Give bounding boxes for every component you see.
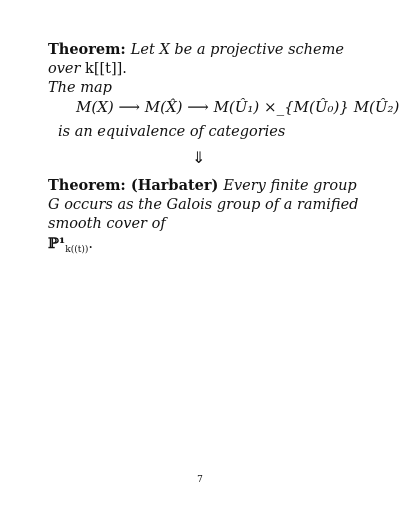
theorem-2-label: Theorem: (Harbater) (48, 177, 219, 194)
theorem-1-mid: be a projective scheme over (48, 42, 344, 77)
theorem-1-line2: The map (48, 80, 112, 96)
theorem-1-var-x: X (159, 42, 170, 58)
page-number: 7 (197, 475, 203, 485)
theorem-2-period: . (88, 236, 93, 252)
equation-text: M(X) ⟶ M(X̂) ⟶ M(Û₁) ×_{M(Û₀)} M(Û₂) (76, 98, 400, 116)
projective-line-subscript: k((t)) (65, 245, 89, 255)
display-equation (76, 96, 400, 118)
theorem-1-ring: k[[t]]. (85, 61, 127, 77)
equivalence-statement: is an equivalence of categories (58, 124, 286, 140)
theorem-1-prefix: Let (130, 42, 155, 58)
theorem-2 (48, 176, 364, 260)
implies-arrow-icon: ⇓ (192, 148, 206, 167)
projective-line: ℙ¹ (48, 235, 66, 252)
theorem-2-text: Every finite group G occurs as the Galois group of a ramified smooth cover of (48, 178, 359, 232)
theorem-1-label: Theorem: (48, 41, 126, 58)
theorem-1 (48, 40, 364, 98)
